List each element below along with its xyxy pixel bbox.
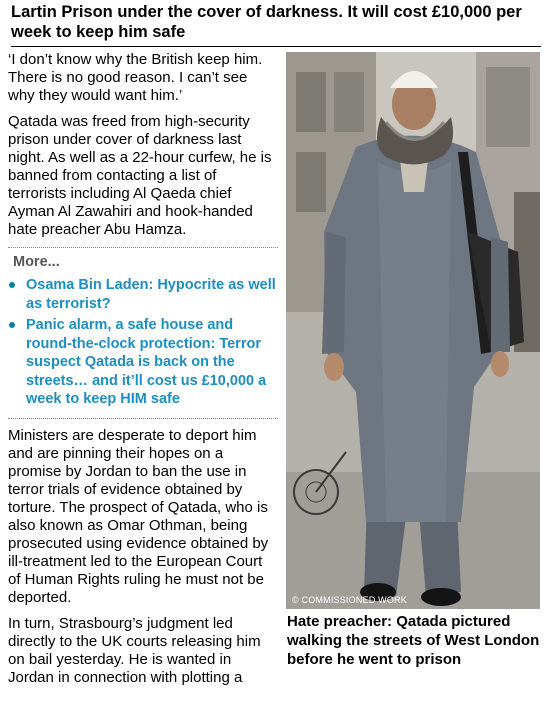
article-photo [286, 52, 540, 609]
article-left-column [8, 51, 278, 695]
more-link-item [8, 316, 278, 409]
article-paragraph-freed: Qatada was freed from high-security prison under cover of darkness last night. As well as a 22-hour curfew, he is banned from contacting a list of terrorists including Al Qaeda chief Ayman Al Zawahiri and hook-handed hate preacher Abu Hamza. [8, 113, 272, 238]
more-links-title: More... [13, 254, 60, 270]
photo-caption: Hate preacher: Qatada pictured walking the streets of West London before he went to prison [287, 613, 540, 668]
more-link-panic-alarm[interactable]: Panic alarm, a safe house and round-the-clock protection: Terror suspect Qatada is back on the streets… and it’ll cost us £10,000 a week to keep HIM safe [26, 317, 267, 407]
article-paragraph-strasbourg: In turn, Strasbourg’s judgment led directly to the UK courts releasing him on bail yesterday. He is wanted in Jordan in connection with plotting a [8, 614, 261, 686]
more-link-bin-laden[interactable]: Osama Bin Laden: Hypocrite as well as terrorist? [26, 277, 276, 312]
article-paragraph-quote: ‘I don’t know why the British keep him. There is no good reason. I can’t see why they would want him.’ [8, 51, 263, 104]
article-headline: Lartin Prison under the cover of darkness. It will cost £10,000 per week to keep him safe [11, 2, 541, 47]
more-links-box [8, 247, 278, 419]
more-links-list [8, 276, 278, 409]
article-paragraph-ministers: Ministers are desperate to deport him and are pinning their hopes on a promise by Jordan to ban the use in terror trials of evidence obtained by torture. The prospect of Qatada, who is also known as Omar Othman, being prosecuted using evidence obtained by ill-treatment led to the European Court of Human Rights ruling he must not be deported. [8, 426, 269, 606]
bullet-icon [9, 282, 15, 288]
bullet-icon [9, 322, 15, 328]
photo-credit: © COMMISSIONED WORK [292, 595, 407, 605]
more-link-item [8, 276, 278, 313]
photo-illustration [286, 52, 540, 609]
